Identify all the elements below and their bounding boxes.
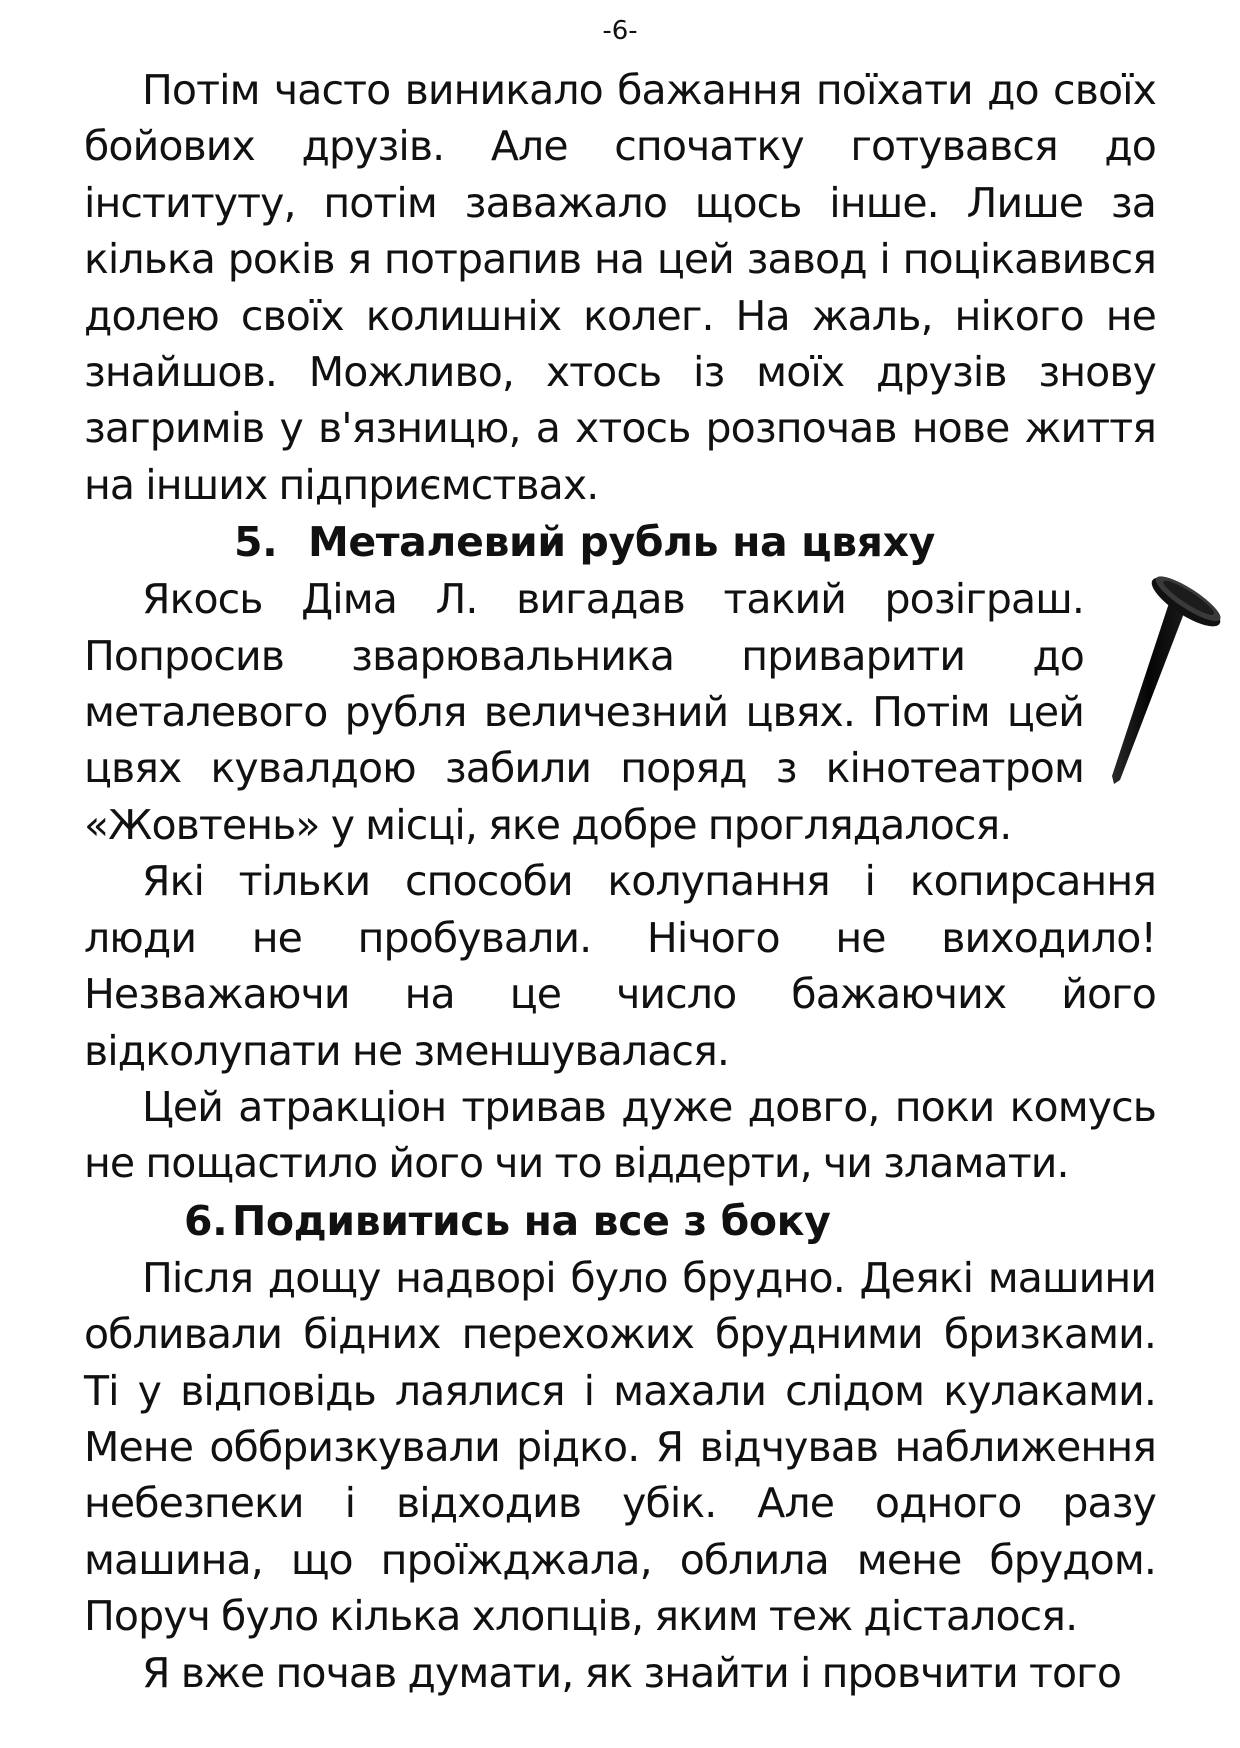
section-heading-6 bbox=[84, 1192, 1156, 1250]
paragraph-continuation: Я вже почав думати, як знайти і провчити того bbox=[142, 1648, 1122, 1697]
paragraph-rain: Після дощу надворі було брудно. Деякі машини обливали бідних перехожих брудними бризками. Ті у відповідь лаялися і махали слідом кулаками. Мене оббризкували рідко. Я відчував наближення небезпеки і відходив убік. Але одного разу машина, що проїжджала, облила мене брудом. Поруч було кілька хлопців, яким теж дісталося. bbox=[84, 1253, 1156, 1641]
section-number: 5. bbox=[234, 518, 278, 567]
section-title: Металевий рубль на цвяху bbox=[308, 518, 935, 567]
section-title: Подивитись на все з боку bbox=[232, 1196, 831, 1245]
section-number: 6. bbox=[184, 1196, 228, 1245]
page-number: -6- bbox=[602, 16, 638, 46]
paragraph-nail-story: Якось Діма Л. вигадав такий розіграш. Попросив зварювальника приварити до металевого рубля величезний цвях. Потім цей цвях кувалдою забили поряд з кінотеатром «Жовтень» у місці, яке добре проглядалося. bbox=[84, 575, 1084, 849]
section-heading-5 bbox=[84, 513, 1156, 571]
paragraph-attempts: Які тільки способи колупання і копирсання люди не пробували. Нічого не виходило! Незважаючи на це число бажаючих його відколупати не зменшувалася. bbox=[84, 857, 1156, 1075]
paragraph-ending: Цей атракціон тривав дуже довго, поки комусь не пощастило його чи то віддерти, чи зламати. bbox=[84, 1082, 1156, 1188]
page-body bbox=[84, 62, 1156, 1701]
paragraph-intro: Потім часто виникало бажання поїхати до своїх бойових друзів. Але спочатку готувався до інституту, потім заважало щось інше. Лише за кілька років я потрапив на цей завод і поцікавився долею своїх колишніх колег. На жаль, нікого не знайшов. Можливо, хтось із моїх друзів знову загримів у в'язницю, а хтось розпочав нове життя на інших підприємствах. bbox=[84, 66, 1156, 509]
